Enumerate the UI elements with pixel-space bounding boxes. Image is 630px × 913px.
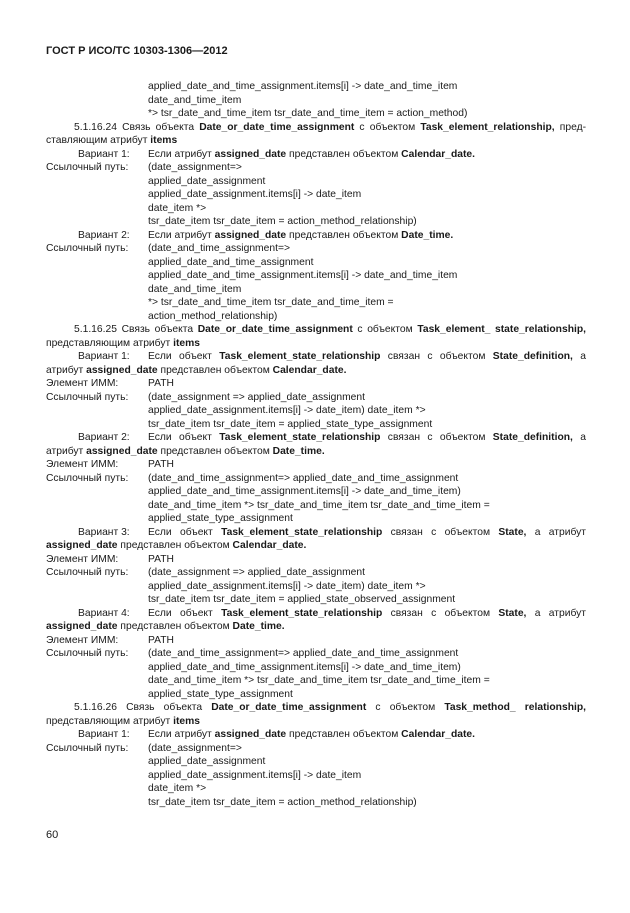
text-segment: applied_date_assignment: [148, 756, 266, 767]
bold-term: assigned_date: [214, 729, 287, 740]
text-segment: (date_assignment => applied_date_assignment: [148, 391, 365, 403]
bold-term: Date_time.: [401, 229, 454, 241]
text-segment: а атрибут: [526, 526, 587, 538]
bold-term: Calendar_date.: [272, 364, 347, 376]
bold-term: assigned_date: [46, 540, 118, 551]
line-text: [148, 634, 174, 648]
text-line: [46, 674, 586, 688]
bold-term: State,: [498, 607, 527, 619]
field-label: Элемент ИММ:: [46, 553, 119, 565]
bold-term: assigned_date: [86, 364, 158, 376]
line-text: [148, 80, 457, 94]
line-text: [148, 485, 461, 499]
text-line: [46, 566, 586, 580]
bold-term: items: [173, 715, 200, 727]
line-text: [148, 94, 241, 108]
text-segment: (date_and_time_assignment=>: [148, 243, 290, 254]
text-segment: связан с объектом: [380, 351, 493, 362]
text-segment: date_and_time_item *> tsr_date_and_time_item tsr_date_and_time_item =: [148, 675, 490, 686]
bold-term: State_definition,: [492, 351, 573, 362]
section-heading: [74, 323, 586, 337]
text-line: [46, 539, 586, 553]
field-label: Ссылочный путь:: [46, 243, 129, 254]
text-segment: атрибут: [46, 445, 87, 457]
text-segment: applied_date_assignment.items[i] -> date_item) date_item *>: [148, 580, 426, 592]
text-segment: PATH: [148, 459, 174, 470]
text-line: [46, 580, 586, 594]
page-number: 60: [46, 829, 59, 841]
line-text: [148, 458, 174, 472]
text-line: [46, 148, 586, 162]
bold-term: items: [173, 337, 200, 349]
line-text: [148, 742, 242, 756]
text-line: [46, 728, 586, 742]
text-line: [46, 688, 586, 702]
text-line: [46, 796, 586, 810]
line-text: [148, 769, 361, 783]
text-line: [46, 418, 586, 432]
text-segment: (date_assignment=>: [148, 742, 242, 754]
text-line: [46, 242, 586, 256]
line-text: [46, 445, 325, 459]
text-line: [46, 472, 586, 486]
bold-term: State,: [498, 526, 527, 538]
field-label: Элемент ИММ:: [46, 634, 119, 646]
bold-term: assigned_date: [214, 148, 287, 160]
field-label: Ссылочный путь:: [46, 742, 129, 754]
text-segment: PATH: [148, 634, 174, 646]
text-line: [46, 269, 586, 283]
field-label: Ссылочный путь:: [46, 567, 129, 578]
variant-label: Вариант 2:: [78, 432, 130, 443]
text-segment: date_and_time_item: [148, 283, 242, 295]
text-line: [46, 350, 586, 364]
text-line: [46, 499, 586, 513]
bold-term: assigned_date: [86, 445, 158, 457]
text-line: [46, 701, 586, 715]
text-line: [46, 283, 586, 297]
document-header: ГОСТ Р ИСО/ТС 10303-1306—2012: [46, 45, 228, 57]
text-line: [46, 175, 586, 189]
line-text: [148, 431, 586, 445]
text-segment: Если объект: [148, 526, 222, 538]
line-text: [148, 593, 455, 607]
line-text: [148, 175, 265, 189]
line-text: [148, 755, 265, 769]
bold-term: assigned_date: [214, 229, 287, 241]
text-line: [46, 782, 586, 796]
line-text: [148, 674, 490, 688]
text-segment: applied_date_and_time_assignment.items[i] -> date_and_time_item: [148, 270, 458, 281]
field-label: Ссылочный путь:: [46, 162, 129, 173]
text-segment: представляющим атрибут: [46, 715, 174, 727]
text-segment: tsr_date_item tsr_date_item = applied_state_observed_assignment: [148, 594, 456, 605]
text-line: [46, 364, 586, 378]
text-segment: с объектом: [354, 121, 421, 133]
text-segment: 5.1.16.25 Связь объекта: [74, 324, 198, 335]
line-text: [148, 796, 417, 810]
section-heading: [74, 121, 586, 135]
text-line: [46, 391, 586, 405]
line-text: [148, 256, 313, 270]
text-segment: date_item *>: [148, 202, 207, 214]
line-text: [148, 283, 241, 297]
field-label: Ссылочный путь:: [46, 391, 129, 403]
text-segment: PATH: [148, 553, 174, 565]
text-line: [46, 310, 586, 324]
line-text: [148, 188, 361, 202]
text-line: [46, 256, 586, 270]
variant-label: Вариант 2:: [78, 229, 130, 241]
line-text: [148, 296, 394, 310]
text-segment: представлен объектом: [157, 445, 273, 457]
text-segment: а: [572, 432, 587, 443]
text-line: [46, 337, 586, 351]
text-line: [46, 431, 586, 445]
line-text: [148, 202, 206, 216]
text-segment: связан с объектом: [380, 432, 493, 443]
text-line: [46, 377, 586, 391]
text-line: [46, 661, 586, 675]
bold-term: Calendar_date.: [232, 540, 307, 551]
line-text: [148, 391, 365, 405]
bold-term: Task_method_ relationship,: [444, 702, 587, 713]
bold-term: Date_time.: [232, 621, 285, 632]
text-line: [46, 80, 586, 94]
bold-term: Date_or_date_time_assignment: [199, 121, 355, 133]
text-segment: а атрибут: [526, 607, 587, 619]
line-text: [148, 728, 475, 742]
text-segment: action_method_relationship): [148, 310, 278, 322]
bold-term: Task_element_relationship,: [420, 121, 555, 133]
bold-term: Calendar_date.: [401, 729, 475, 740]
text-line: [46, 161, 586, 175]
line-text: [148, 148, 475, 162]
text-segment: с объектом: [352, 324, 418, 335]
text-segment: (date_and_time_assignment=> applied_date_and_time_assignment: [148, 648, 459, 659]
text-segment: атрибут: [46, 364, 87, 376]
text-line: [46, 188, 586, 202]
text-segment: applied_state_type_assignment: [148, 513, 293, 524]
text-line: [46, 742, 586, 756]
line-text: [148, 472, 458, 486]
bold-term: State_definition,: [492, 432, 573, 443]
text-segment: ставляющим атрибут: [46, 135, 151, 146]
text-segment: tsr_date_item tsr_date_item = action_method_relationship): [148, 796, 417, 808]
text-segment: представлен объектом: [157, 364, 273, 376]
line-text: [148, 215, 417, 229]
text-segment: *> tsr_date_and_time_item tsr_date_and_time_item =: [148, 297, 394, 308]
text-segment: Если атрибут: [148, 148, 215, 160]
line-text: [46, 539, 306, 553]
text-segment: представлен объектом: [117, 621, 233, 632]
text-segment: applied_date_assignment.items[i] -> date_item: [148, 769, 362, 781]
text-line: [46, 769, 586, 783]
bold-term: Date_time.: [272, 445, 325, 457]
text-segment: date_item *>: [148, 783, 207, 794]
line-text: [148, 580, 426, 594]
text-segment: Если атрибут: [148, 729, 215, 740]
text-segment: представлен объектом: [286, 729, 402, 740]
line-text: [46, 364, 346, 378]
line-text: [148, 242, 290, 256]
line-text: [46, 134, 177, 148]
text-segment: applied_date_assignment: [148, 175, 266, 187]
line-text: [148, 647, 458, 661]
text-segment: пред-: [554, 121, 587, 133]
line-text: [46, 337, 200, 351]
text-segment: applied_state_type_assignment: [148, 688, 293, 700]
text-segment: applied_date_assignment.items[i] -> date_item) date_item *>: [148, 405, 426, 416]
bold-term: Task_element_state_relationship: [219, 432, 381, 443]
text-segment: с объектом: [366, 702, 445, 713]
text-line: [46, 121, 586, 135]
text-segment: applied_date_and_time_assignment.items[i] -> date_and_time_item): [148, 661, 461, 673]
line-text: [46, 620, 285, 634]
bold-term: Task_element_state_relationship: [219, 351, 381, 362]
text-line: [46, 715, 586, 729]
text-line: [46, 296, 586, 310]
text-line: [46, 485, 586, 499]
text-line: [46, 215, 586, 229]
text-segment: Если атрибут: [148, 229, 215, 241]
line-text: [148, 418, 432, 432]
text-segment: а: [572, 351, 587, 362]
text-segment: Если объект: [148, 351, 220, 362]
field-label: Ссылочный путь:: [46, 648, 129, 659]
text-line: [46, 620, 586, 634]
line-text: [148, 512, 293, 526]
line-text: [148, 229, 453, 243]
text-line: [46, 202, 586, 216]
text-segment: applied_date_and_time_assignment: [148, 256, 314, 268]
line-text: [148, 526, 586, 540]
text-segment: 5.1.16.26 Связь объекта: [74, 702, 212, 713]
line-text: [148, 553, 174, 567]
line-text: [148, 566, 365, 580]
text-line: [46, 134, 586, 148]
text-segment: tsr_date_item tsr_date_item = action_method_relationship): [148, 216, 417, 227]
line-text: [148, 107, 467, 121]
text-segment: PATH: [148, 378, 174, 389]
field-label: Ссылочный путь:: [46, 472, 129, 484]
text-line: [46, 553, 586, 567]
text-line: [46, 634, 586, 648]
document-body: [46, 80, 586, 809]
text-segment: date_and_time_item: [148, 94, 242, 106]
text-line: [46, 607, 586, 621]
text-line: [46, 458, 586, 472]
text-segment: связан с объектом: [382, 526, 499, 538]
bold-term: Date_or_date_time_assignment: [211, 702, 367, 713]
line-text: [148, 607, 586, 621]
line-text: [148, 269, 457, 283]
text-line: [46, 445, 586, 459]
text-segment: (date_and_time_assignment=> applied_date_and_time_assignment: [148, 472, 459, 484]
text-segment: 5.1.16.24 Связь объекта: [74, 121, 200, 133]
text-line: [46, 647, 586, 661]
line-text: [148, 688, 293, 702]
bold-term: assigned_date: [46, 621, 118, 632]
text-segment: (date_assignment => applied_date_assignment: [148, 567, 365, 578]
bold-term: Date_or_date_time_assignment: [197, 324, 353, 335]
text-line: [46, 323, 586, 337]
line-text: [148, 661, 461, 675]
line-text: [148, 499, 490, 513]
text-segment: представлен объектом: [286, 229, 402, 241]
line-text: [148, 310, 277, 324]
text-line: [46, 755, 586, 769]
text-line: [46, 229, 586, 243]
text-segment: связан с объектом: [382, 607, 499, 619]
text-line: [46, 94, 586, 108]
bold-term: Task_element_state_relationship: [221, 607, 383, 619]
text-segment: tsr_date_item tsr_date_item = applied_state_type_assignment: [148, 418, 433, 430]
field-label: Элемент ИММ:: [46, 378, 119, 389]
text-segment: applied_date_assignment.items[i] -> date_item: [148, 189, 362, 200]
variant-label: Вариант 1:: [78, 351, 130, 362]
text-segment: date_and_time_item *> tsr_date_and_time_item tsr_date_and_time_item =: [148, 499, 490, 511]
line-text: [148, 161, 242, 175]
text-line: [46, 404, 586, 418]
line-text: [46, 715, 200, 729]
variant-label: Вариант 1:: [78, 729, 130, 740]
line-text: [148, 404, 426, 418]
variant-label: Вариант 4:: [78, 607, 130, 619]
bold-term: items: [150, 135, 178, 146]
text-segment: applied_date_and_time_assignment.items[i] -> date_and_time_item): [148, 486, 461, 497]
field-label: Элемент ИММ:: [46, 459, 119, 470]
bold-term: Task_element_ state_relationship,: [417, 324, 587, 335]
text-line: [46, 526, 586, 540]
variant-label: Вариант 3:: [78, 526, 130, 538]
variant-label: Вариант 1:: [78, 148, 130, 160]
line-text: [148, 350, 586, 364]
text-line: [46, 107, 586, 121]
text-line: [46, 512, 586, 526]
text-segment: Если объект: [148, 432, 220, 443]
text-segment: (date_assignment=>: [148, 162, 242, 173]
text-segment: applied_date_and_time_assignment.items[i] -> date_and_time_item: [148, 81, 458, 92]
text-line: [46, 593, 586, 607]
text-segment: представлен объектом: [117, 540, 233, 551]
text-segment: представлен объектом: [286, 148, 402, 160]
text-segment: *> tsr_date_and_time_item tsr_date_and_time_item = action_method): [148, 108, 468, 119]
line-text: [148, 782, 206, 796]
text-segment: представляющим атрибут: [46, 337, 174, 349]
bold-term: Task_element_state_relationship: [221, 526, 383, 538]
section-heading: [74, 701, 586, 715]
bold-term: Calendar_date.: [401, 148, 475, 160]
text-segment: Если объект: [148, 607, 222, 619]
line-text: [148, 377, 174, 391]
